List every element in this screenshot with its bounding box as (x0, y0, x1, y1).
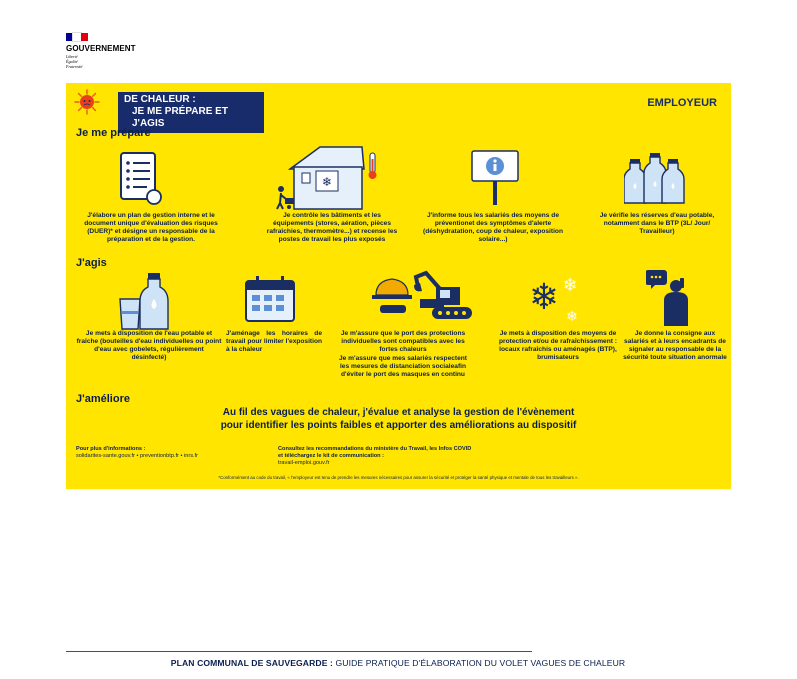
section-heading-prepare: Je me prépare (76, 127, 151, 139)
snowflake-cooling-icon (522, 269, 584, 327)
act-item-2-text: J'aménage les horaires de travail pour limiter l'exposition à la chaleur (226, 330, 322, 353)
act-item-4-text: Je mets à disposition des moyens de protection et/ou de rafraîchissement : locaux rafraîchis ou aménagés (BTP), brumisateurs (499, 330, 617, 361)
water-bottles-icon (624, 149, 686, 207)
french-flag-icon (66, 33, 88, 41)
calendar-icon (244, 275, 296, 323)
more-info-block: Pour plus d'informations : solidarites-sante.gouv.fr • preventionbtp.fr • inrs.fr (76, 446, 198, 459)
svg-text:❄: ❄ (321, 175, 333, 189)
svg-text:❄: ❄ (566, 308, 578, 324)
water-glass-bottle-icon (118, 269, 174, 331)
sun-icon (74, 89, 100, 115)
phone-alert-icon (646, 266, 690, 328)
checklist-icon (118, 151, 164, 207)
prepare-item-3-text: J'informe tous les salariés des moyens de préventionet des symptômes d'alerte (déshydratation, coup de chaleur, exposition solaire...) (423, 212, 563, 243)
section-heading-act: J'agis (76, 257, 107, 269)
recommendations-site[interactable]: travail-emploi.gouv.fr (278, 460, 330, 466)
prepare-item-4-text: Je vérifie les réserves d'eau potable, notamment dans le BTP (3L/ Jour/ Travailleur) (599, 212, 715, 235)
government-logo (66, 33, 186, 69)
information-sign-icon (470, 149, 520, 207)
audience-label: EMPLOYEUR (647, 97, 717, 109)
heatwave-poster (66, 83, 731, 489)
svg-text:❄: ❄ (562, 275, 578, 295)
act-item-1-text: Je mets à disposition de l'eau potable et fraîche (bouteilles d'eau individuelles ou point d'eau avec gobelets, régulièrement désinfecté) (76, 330, 222, 361)
prepare-item-2-text: Je contrôle les bâtiments et les équipements (stores, aération, pièces rafraîchies, thermomètre...) et recense les postes de travail les plus exposés (266, 212, 398, 243)
svg-text:❄: ❄ (528, 276, 560, 317)
poster-title: DE CHALEUR : JE ME PRÉPARE ET J'AGIS (118, 92, 264, 133)
page-footer: PLAN COMMUNAL DE SAUVEGARDE : GUIDE PRATIQUE D'ÉLABORATION DU VOLET VAGUES DE CHALEUR (170, 658, 626, 668)
building-inspection-icon (272, 143, 388, 211)
government-name: GOUVERNEMENT (66, 44, 136, 53)
prepare-item-1-text: J'élabore un plan de gestion interne et le document unique d'évaluation des risques (DUER)* et désigne un responsable de la préparation et de la gestion. (84, 212, 218, 243)
act-item-5-text: Je donne la consigne aux salariés et à leurs encadrants de signaler au responsable de la sécurité toute situation anormale (623, 330, 727, 361)
legal-footnote: *Conformément au code du travail, « l'employeur est tenu de prendre les mesures nécessaires pour assurer la sécurité et protéger la santé physique et mentale de tous les travailleurs ». (218, 475, 579, 480)
protective-equipment-excavator-icon (370, 265, 480, 325)
section-heading-improve: J'améliore (76, 393, 130, 405)
footer-rule (66, 651, 532, 652)
act-item-3-text: Je m'assure que le port des protections individuelles sont compatibles avec les fortes chaleurs (340, 330, 466, 353)
improve-statement: Au fil des vagues de chaleur, j'évalue et analyse la gestion de l'évènement pour identifier les points faibles et apporter des améliorations au dispositif (220, 407, 577, 431)
act-item-3b-text: Je m'assure que mes salariés respectent les mesures de distanciation socialeafin d'éviter le port des masques en continu (338, 355, 468, 378)
recommendations-block: Consultez les recommandations du ministère du Travail, les Infos COVID et téléchargez le kit de communication : travail-emploi.gouv.fr (278, 446, 472, 466)
more-info-sites[interactable]: solidarites-sante.gouv.fr • preventionbtp.fr • inrs.fr (76, 453, 198, 459)
government-motto: Liberté Égalité Fraternité (66, 54, 83, 69)
